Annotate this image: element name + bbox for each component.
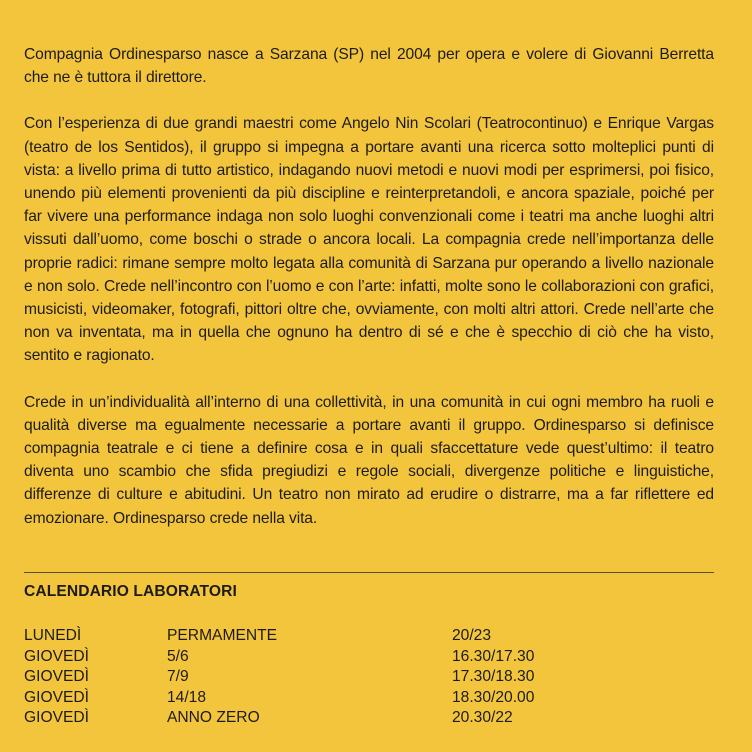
calendar-day: GIOVEDÌ <box>24 647 89 665</box>
calendar-course: 7/9 <box>167 668 189 685</box>
calendar-day: GIOVEDÌ <box>24 668 89 685</box>
calendar-row <box>24 667 714 688</box>
calendar-time: 16.30/17.30 <box>452 647 535 665</box>
calendar-course: 5/6 <box>167 647 189 665</box>
calendar-table <box>24 626 714 729</box>
calendar-title: CALENDARIO LABORATORI <box>24 583 237 600</box>
calendar-course: PERMAMENTE <box>167 627 278 644</box>
calendar-day: GIOVEDÌ <box>24 688 89 706</box>
calendar-row <box>24 688 714 709</box>
calendar-course: ANNO ZERO <box>167 709 260 726</box>
calendar-day: LUNEDÌ <box>24 627 82 644</box>
intro-paragraph-2: Con l’esperienza di due grandi maestri come Angelo Nin Scolari (Teatrocontinuo) e Enrique Vargas (teatro de los Sentidos), il gruppo si impegna a portare avanti una ricerca sotto molteplici punti di vista: a livello prima di tutto artistico, indagando nuovi metodi e nuovi modi per esprimersi, poi fisico, unendo più elementi provenienti da più discipline e reinterpretandoli, e ancora spaziale, poiché per far vivere una performance indaga non solo luoghi convenzionali come i teatri ma anche luoghi altri vissuti dall’uomo, come boschi o strade o ancora locali. La compagnia crede nell’importanza delle proprie radici: rimane sempre molto legata alla comunità di Sarzana pur operando a livello nazionale e non solo. Crede nell’incontro con l’uomo e con l’arte: infatti, molte sono le collaborazioni con grafici, musicisti, videomaker, fotografi, pittori oltre che, ovviamente, con molti altri attori. Crede nell’arte che non va inventata, ma in quella che ognuno ha dentro di sé e che è specchio di ciò che ha visto, sentito e ragionato. <box>24 115 714 365</box>
calendar-time: 20/23 <box>452 627 492 644</box>
section-divider <box>24 572 714 573</box>
calendar-row <box>24 626 714 647</box>
calendar-time: 18.30/20.00 <box>452 688 535 706</box>
intro-paragraph-3: Crede in un’individualità all’interno di una collettività, in una comunità in cui ogni membro ha ruoli e qualità diverse ma egualmente necessarie a portare avanti il gruppo. Ordinesparso si definisce compagnia teatrale e ci tiene a definire cosa e in quali sfaccettature vede quest’ultimo: il teatro diventa uno scambio che sfida pregiudizi e regole sociali, divergenze politiche e linguistiche, differenze di culture e abitudini. Un teatro non mirato ad erudire o distrarre, ma a far riflettere ed emozionare. Ordinesparso crede nella vita. <box>24 393 714 527</box>
calendar-row <box>24 647 714 668</box>
calendar-time: 17.30/18.30 <box>452 668 535 685</box>
calendar-day: GIOVEDÌ <box>24 709 89 726</box>
intro-paragraph-1: Compagnia Ordinesparso nasce a Sarzana (SP) nel 2004 per opera e volere di Giovanni Berretta che ne è tuttora il direttore. <box>24 46 714 87</box>
calendar-course: 14/18 <box>167 688 207 706</box>
calendar-time: 20.30/22 <box>452 709 513 726</box>
intro-text <box>24 43 714 530</box>
calendar-row <box>24 708 714 729</box>
